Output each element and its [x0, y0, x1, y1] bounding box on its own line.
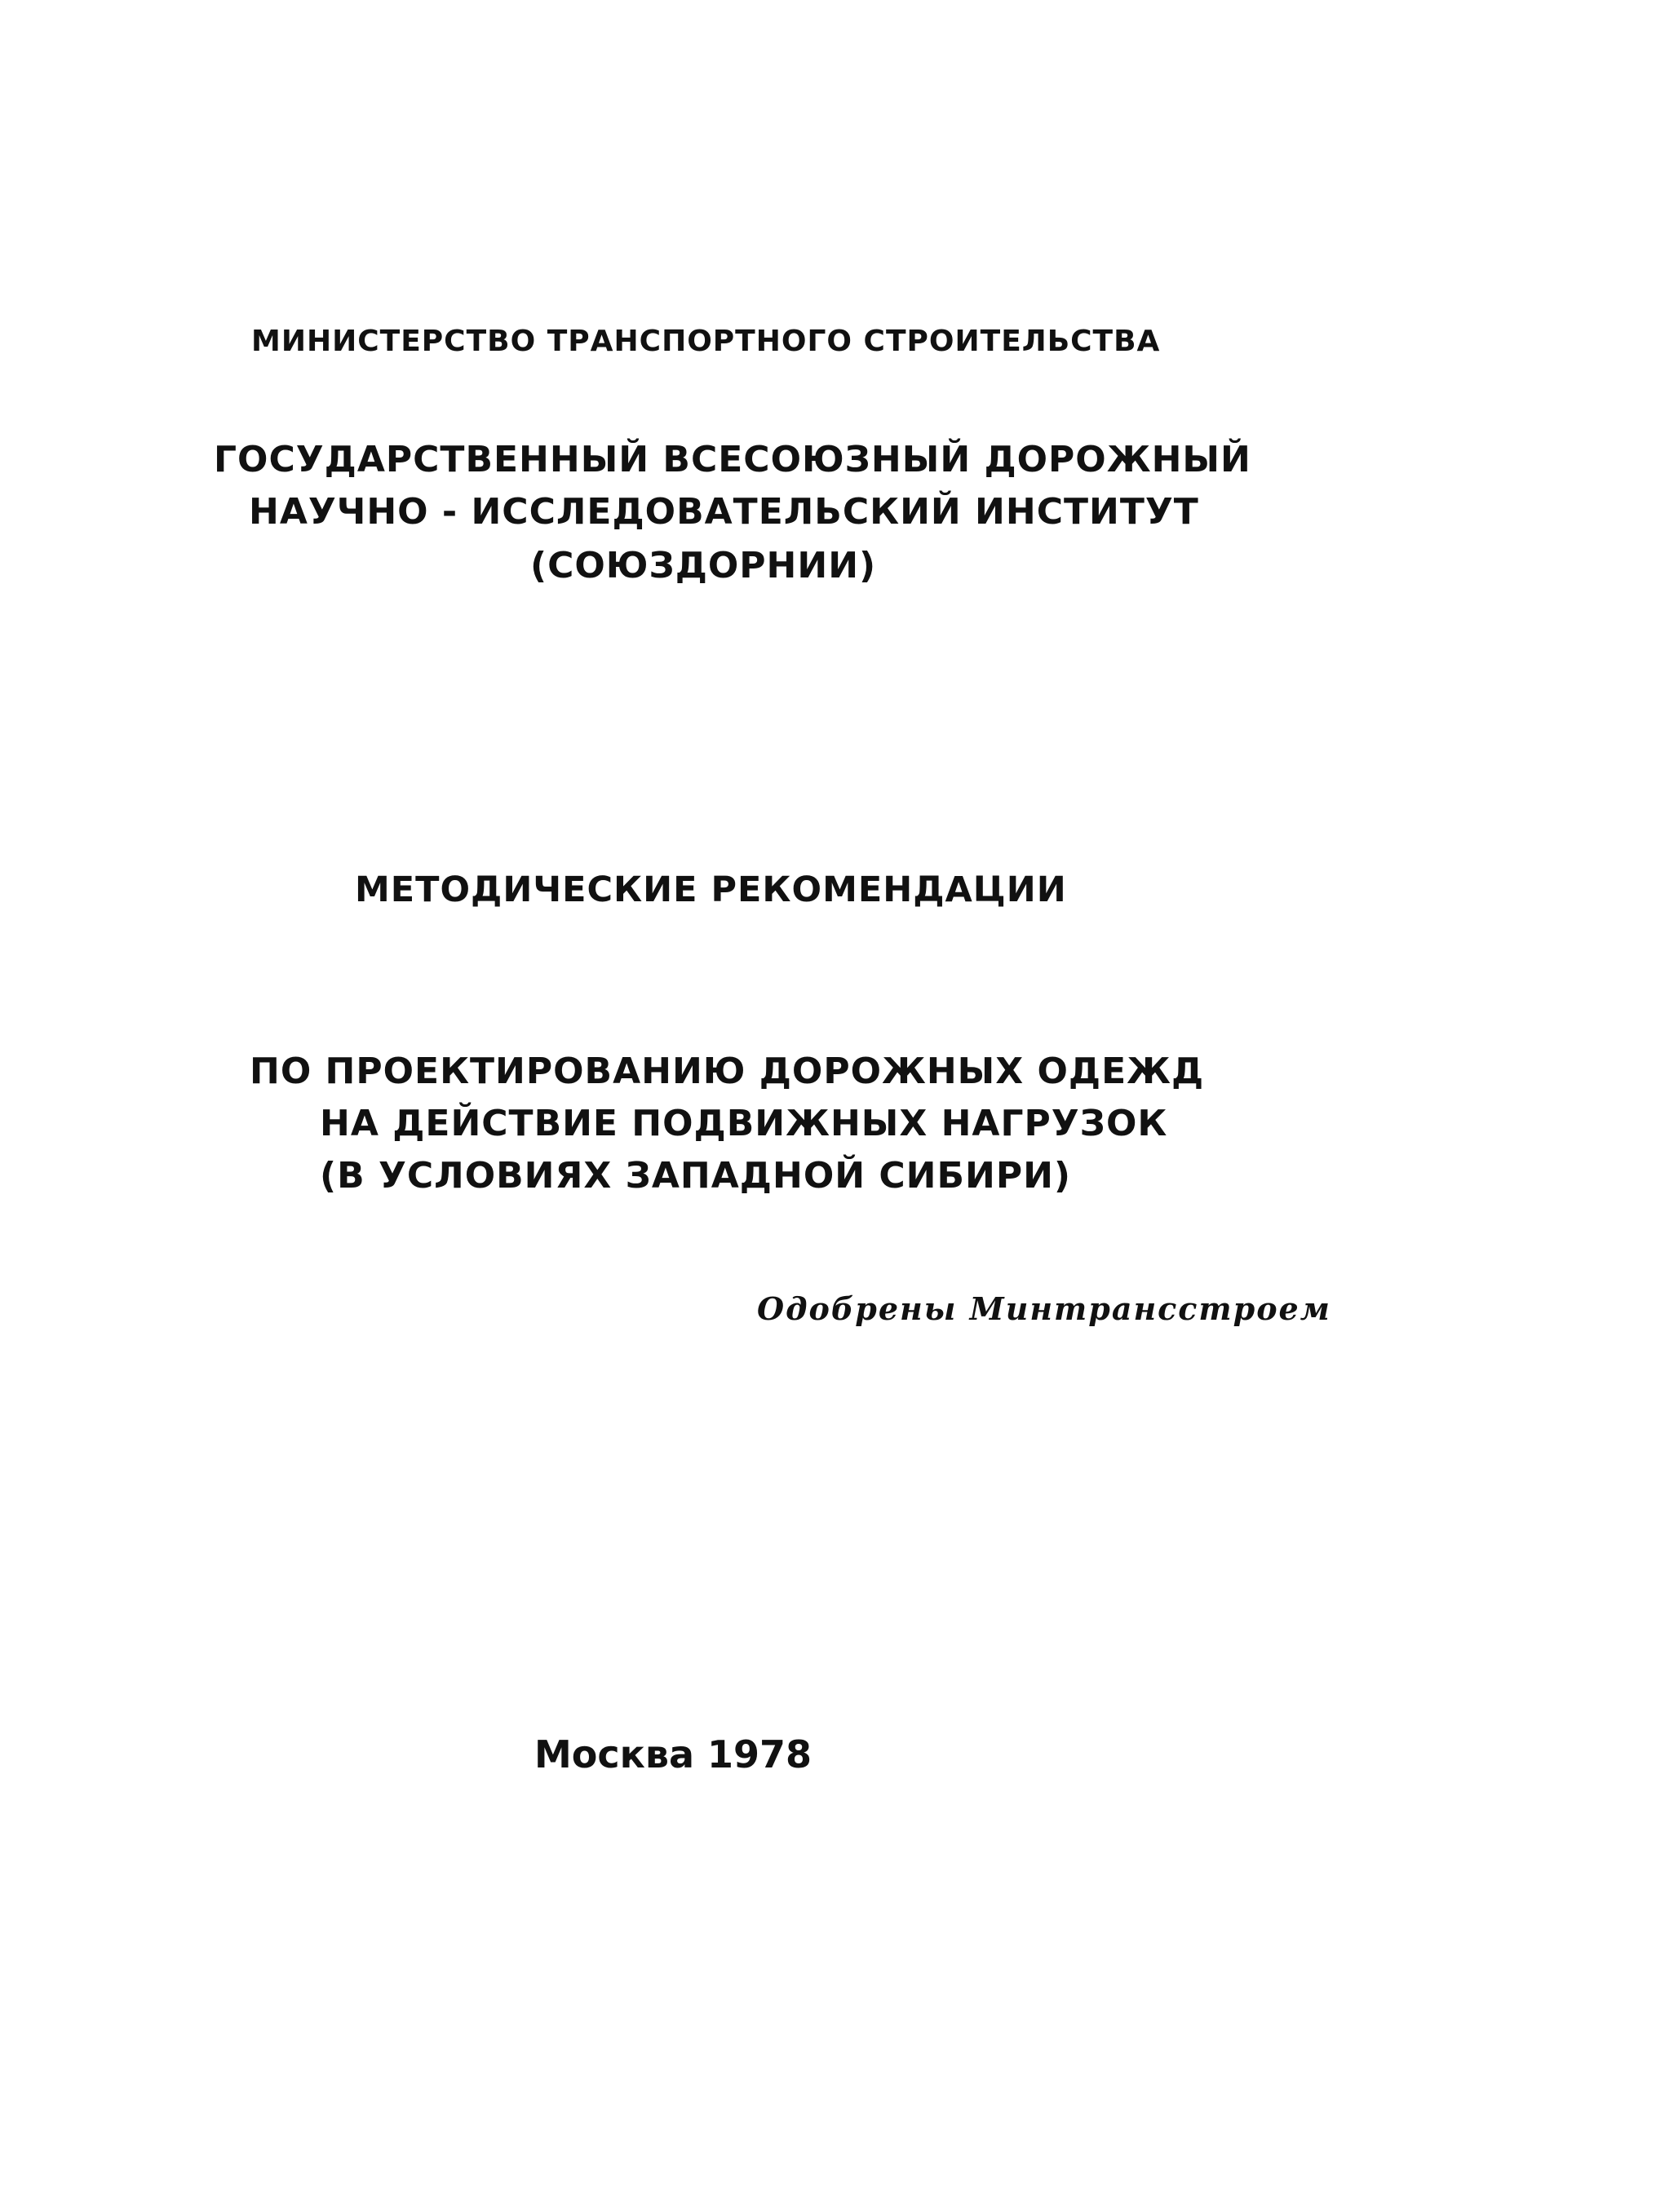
document-subject-line-3: (В УСЛОВИЯХ ЗАПАДНОЙ СИБИРИ) [320, 1155, 1072, 1197]
publication-place-year: Москва 1978 [534, 1732, 813, 1776]
document-subject-line-1: ПО ПРОЕКТИРОВАНИЮ ДОРОЖНЫХ ОДЕЖД [250, 1051, 1205, 1092]
institute-name-line-1: ГОСУДАРСТВЕННЫЙ ВСЕСОЮЗНЫЙ ДОРОЖНЫЙ [214, 439, 1251, 480]
document-subject-line-2: НА ДЕЙСТВИЕ ПОДВИЖНЫХ НАГРУЗОК [320, 1103, 1168, 1144]
institute-abbreviation: (СОЮЗДОРНИИ) [530, 545, 877, 586]
approval-note: Одобрены Минтрансстроем [757, 1290, 1331, 1327]
institute-name-line-2: НАУЧНО - ИССЛЕДОВАТЕЛЬСКИЙ ИНСТИТУТ [249, 491, 1199, 533]
ministry-name: МИНИСТЕРСТВО ТРАНСПОРТНОГО СТРОИТЕЛЬСТВА [251, 325, 1161, 358]
document-type-heading: МЕТОДИЧЕСКИЕ РЕКОМЕНДАЦИИ [355, 869, 1067, 910]
